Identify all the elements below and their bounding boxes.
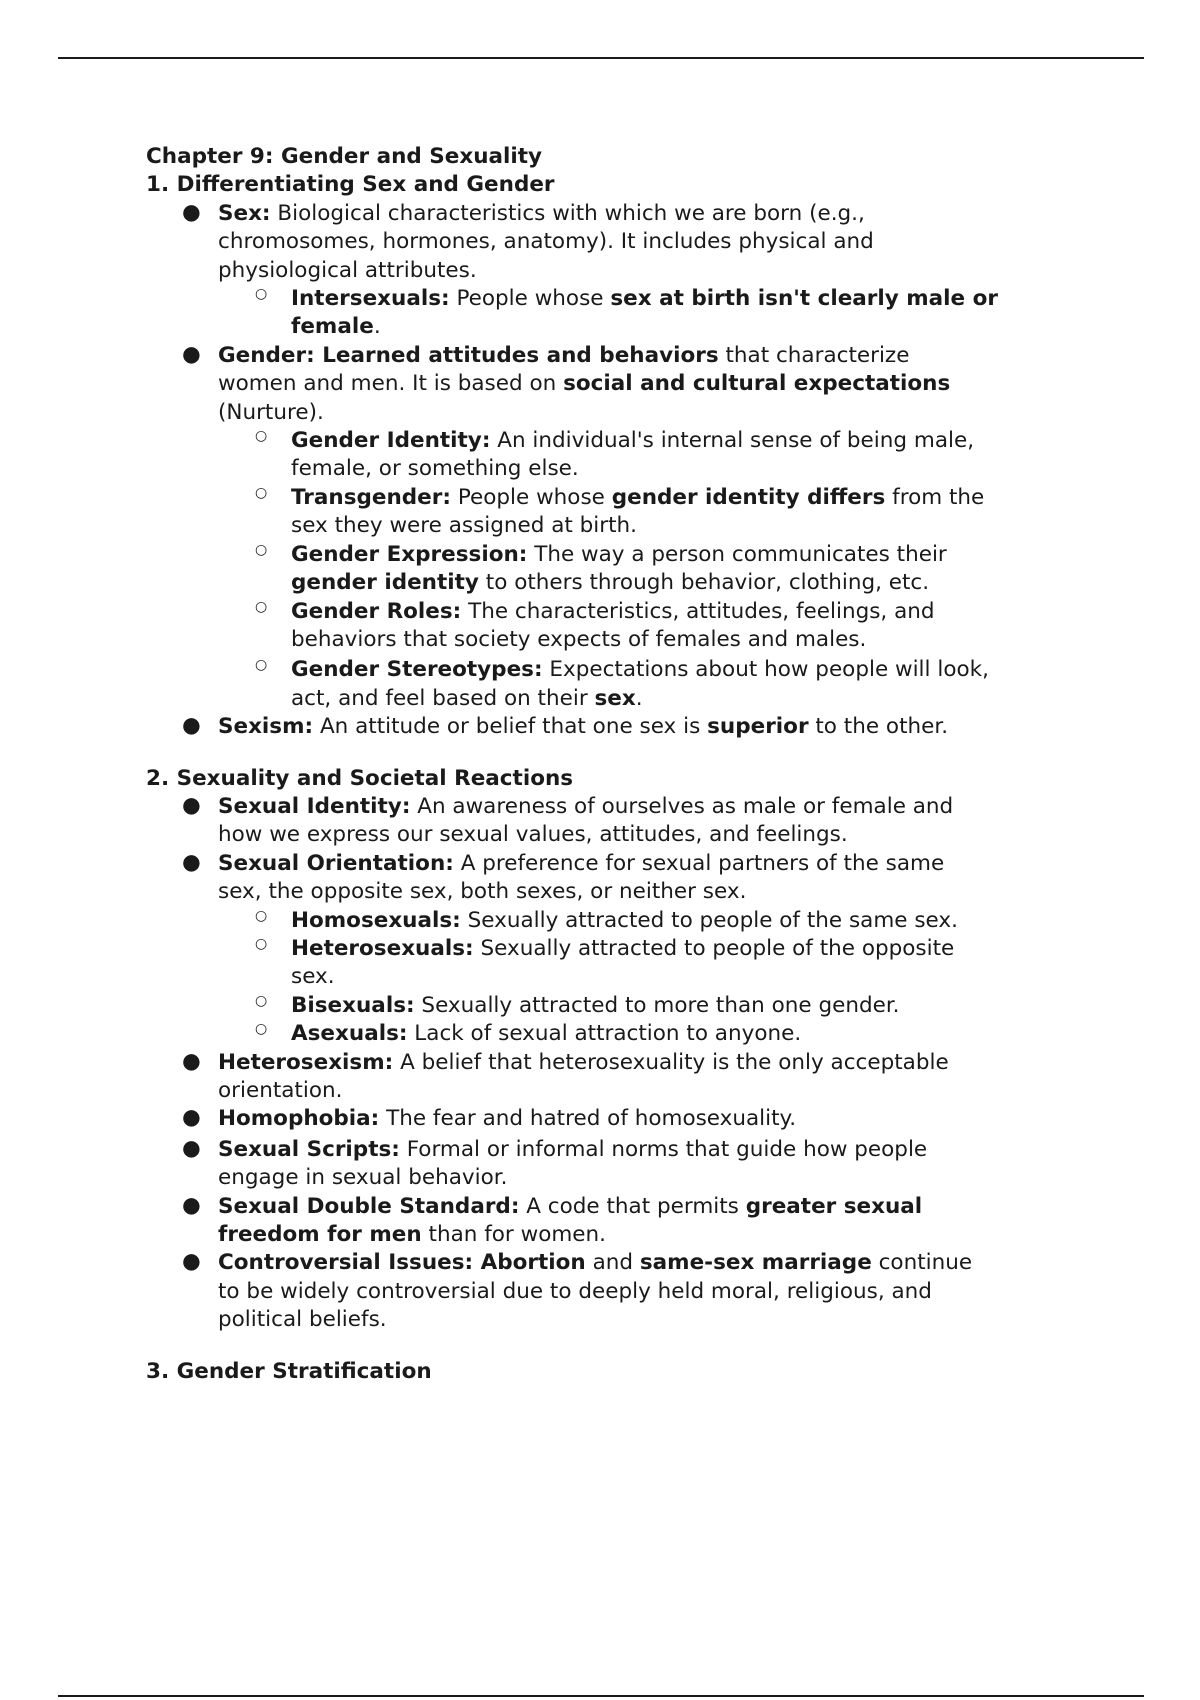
bottom-rule	[58, 1695, 1144, 1697]
sub-bullet-icon: ○	[255, 428, 268, 445]
emphasis: greater sexual	[745, 1193, 923, 1219]
sub-item-transgender	[146, 484, 1096, 541]
definition: A belief that heterosexuality is the only acceptable	[393, 1049, 949, 1075]
definition: Formal or informal norms that guide how people	[399, 1136, 928, 1162]
definition: Biological characteristics with which we are born (e.g.,	[270, 200, 865, 226]
list-item-sexual-identity	[146, 793, 1096, 850]
bullet-icon: ●	[182, 1249, 201, 1275]
definition: sex, the opposite sex, both sexes, or neither sex.	[218, 879, 747, 905]
term: Sexism:	[218, 714, 314, 740]
term: Gender Identity:	[291, 428, 491, 454]
term: Gender Stereotypes:	[291, 657, 543, 683]
bullet-icon: ●	[182, 341, 201, 367]
sub-bullet-icon: ○	[255, 484, 268, 501]
sub-item-bisexuals	[146, 992, 1096, 1020]
definition: behaviors that society expects of females and males.	[291, 626, 867, 652]
definition: female, or something else.	[291, 456, 579, 482]
term: Gender Roles:	[291, 598, 462, 624]
definition: A preference for sexual partners of the same	[453, 850, 945, 876]
emphasis: superior	[707, 714, 809, 740]
definition: from the	[885, 484, 985, 510]
definition: than for women.	[421, 1222, 606, 1248]
definition: The fear and hatred of homosexuality.	[379, 1106, 797, 1132]
sub-item-intersexuals	[146, 285, 1096, 342]
definition: .	[635, 685, 643, 711]
definition: An awareness of ourselves as male or female and	[410, 793, 954, 819]
list-item-sexual-scripts	[146, 1136, 1096, 1193]
definition: A code that permits	[519, 1193, 746, 1219]
term: Controversial Issues: Abortion	[218, 1250, 586, 1276]
definition: continue	[871, 1250, 973, 1276]
definition: chromosomes, hormones, anatomy). It includes physical and	[218, 229, 874, 255]
list-item-sexism	[146, 713, 1096, 741]
definition: to others through behavior, clothing, etc.	[478, 570, 930, 596]
definition: .	[373, 314, 381, 340]
list-item-controversial-issues	[146, 1249, 1096, 1334]
term: Sex:	[218, 200, 271, 226]
list-item-sexual-orientation	[146, 850, 1096, 907]
sub-bullet-icon: ○	[255, 598, 268, 615]
definition: Expectations about how people will look,	[542, 657, 989, 683]
sub-item-homosexuals	[146, 907, 1096, 935]
definition: sex they were assigned at birth.	[291, 513, 638, 539]
sub-item-gender-expression	[146, 541, 1096, 598]
sub-bullet-icon: ○	[255, 286, 268, 303]
definition: that characterize	[718, 342, 910, 368]
sub-bullet-icon: ○	[255, 541, 268, 558]
definition: People whose	[449, 286, 611, 312]
definition: Sexually attracted to people of the same sex.	[460, 907, 958, 933]
list-item-homophobia	[146, 1105, 1096, 1133]
bullet-icon: ●	[182, 792, 201, 818]
term: Gender: Learned attitudes and behaviors	[218, 342, 719, 368]
emphasis: gender identity differs	[611, 484, 886, 510]
term: Sexual Identity:	[218, 793, 411, 819]
sub-item-gender-stereotypes	[146, 656, 1096, 713]
bullet-icon: ●	[182, 1048, 201, 1074]
term: Heterosexuals:	[291, 935, 474, 961]
top-rule	[58, 57, 1144, 59]
term: Transgender:	[291, 484, 451, 510]
definition: Lack of sexual attraction to anyone.	[407, 1021, 802, 1047]
list-item-gender	[146, 342, 1096, 427]
sub-bullet-icon: ○	[255, 907, 268, 924]
list-item-double-standard	[146, 1193, 1096, 1250]
section-heading-1: 1. Differentiating Sex and Gender	[146, 172, 555, 198]
term: Bisexuals:	[291, 992, 415, 1018]
definition: political beliefs.	[218, 1307, 387, 1333]
definition: The way a person communicates their	[527, 541, 947, 567]
definition: orientation.	[218, 1078, 343, 1103]
sub-item-gender-identity	[146, 427, 1096, 484]
sub-item-asexuals	[146, 1020, 1096, 1048]
list-item-heterosexism	[146, 1049, 1096, 1106]
definition: Sexually attracted to more than one gender.	[414, 992, 900, 1018]
definition: act, and feel based on their	[291, 685, 595, 711]
definition: The characteristics, attitudes, feelings, and	[461, 598, 935, 624]
definition: to the other.	[808, 714, 949, 740]
bullet-icon: ●	[182, 1135, 201, 1161]
emphasis: freedom for men	[218, 1222, 422, 1248]
emphasis: social and cultural expectations	[563, 371, 951, 397]
sub-item-gender-roles	[146, 598, 1096, 655]
term: Homosexuals:	[291, 907, 461, 933]
term: Sexual Orientation:	[218, 850, 454, 876]
document-body	[146, 143, 1096, 1386]
definition: engage in sexual behavior.	[218, 1165, 508, 1191]
term: Gender Expression:	[291, 541, 528, 567]
bullet-icon: ●	[182, 199, 201, 225]
emphasis: gender identity	[291, 570, 479, 596]
list-item-sex	[146, 200, 1096, 285]
bullet-icon: ●	[182, 713, 201, 739]
emphasis: sex at birth isn't clearly male or	[610, 286, 998, 312]
bullet-icon: ●	[182, 1105, 201, 1131]
sub-bullet-icon: ○	[255, 935, 268, 952]
sub-item-heterosexuals	[146, 935, 1096, 992]
definition: to be widely controversial due to deeply held moral, religious, and	[218, 1278, 932, 1304]
bullet-icon: ●	[182, 849, 201, 875]
definition: An individual's internal sense of being male,	[490, 428, 975, 454]
bullet-icon: ●	[182, 1192, 201, 1218]
term: Homophobia:	[218, 1106, 380, 1132]
definition: Sexually attracted to people of the opposite	[473, 935, 955, 961]
emphasis: same-sex marriage	[639, 1250, 872, 1276]
term: Sexual Scripts:	[218, 1136, 400, 1162]
definition: how we express our sexual values, attitudes, and feelings.	[218, 822, 848, 848]
emphasis: female	[291, 314, 374, 340]
definition: People whose	[450, 484, 612, 510]
definition: and	[585, 1250, 640, 1276]
definition: physiological attributes.	[218, 257, 477, 283]
definition: (Nurture).	[218, 399, 324, 425]
term: Sexual Double Standard:	[218, 1193, 520, 1219]
definition: sex.	[291, 964, 335, 990]
emphasis: sex	[594, 685, 636, 711]
definition: An attitude or belief that one sex is	[313, 714, 708, 740]
section-heading-3: 3. Gender Stratification	[146, 1358, 432, 1384]
definition: women and men. It is based on	[218, 371, 564, 397]
term: Asexuals:	[291, 1021, 408, 1047]
sub-bullet-icon: ○	[255, 657, 268, 674]
sub-bullet-icon: ○	[255, 1021, 268, 1038]
section-heading-2: 2. Sexuality and Societal Reactions	[146, 765, 574, 791]
term: Heterosexism:	[218, 1049, 394, 1075]
sub-bullet-icon: ○	[255, 992, 268, 1009]
chapter-title: Chapter 9: Gender and Sexuality	[146, 144, 543, 169]
term: Intersexuals:	[291, 286, 450, 312]
